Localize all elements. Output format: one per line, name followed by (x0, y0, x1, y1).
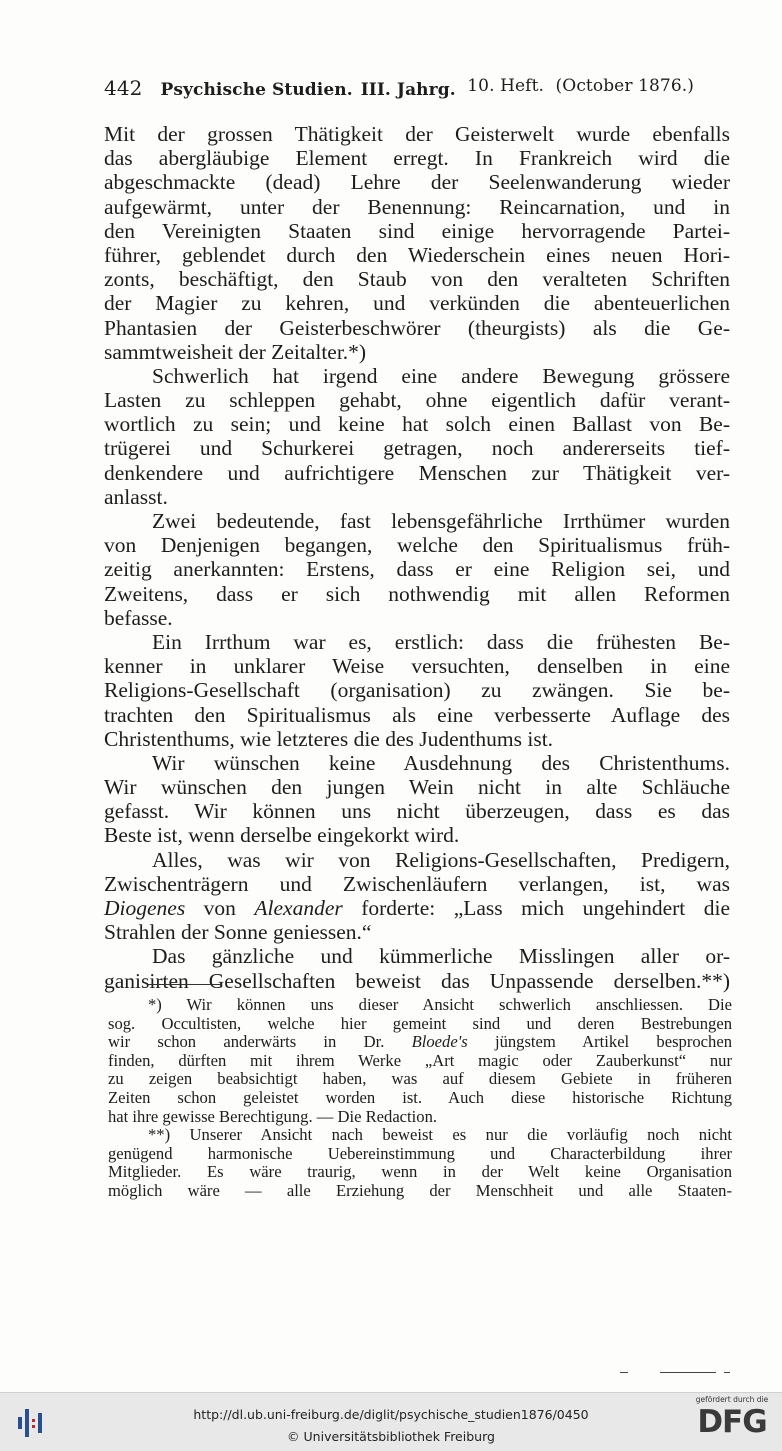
text-line: anlasst. (104, 484, 168, 509)
text-line: Strahlen der Sonne geniessen.“ (104, 920, 372, 945)
italic-name: Alexander (254, 896, 343, 920)
page-number: 442 (104, 76, 143, 100)
volume-label: III. Jahrg. (360, 80, 456, 100)
scan-mark (660, 1372, 716, 1373)
text-line: den Vereinigten Staaten sind einige hervorragende Partei- (104, 218, 730, 243)
text-line: Religions-Gesellschaft (organisation) zu zwängen. Sie be- (104, 678, 730, 703)
text-line (104, 896, 730, 920)
footnote-line: **) Unserer Ansicht nach beweist es nur die vorläufig noch nicht (148, 1125, 732, 1145)
text-line: Schwerlich hat irgend eine andere Bewegung grössere (152, 363, 730, 388)
text-line: Ein Irrthum war es, erstlich: dass die frühesten Be- (152, 629, 730, 654)
footnote-line: zu zeigen beabsichtigt haben, was auf diesem Gebiete in früheren (108, 1069, 732, 1089)
text-line: sammtweisheit der Zeitalter.*) (104, 339, 367, 364)
dfg-mark: DFG (697, 1404, 767, 1440)
text-line: das abergläubige Element erregt. In Frankreich wird die (104, 146, 730, 171)
footnote-separator (148, 984, 222, 985)
text-line: von Denjenigen begangen, welche den Spiritualismus früh- (104, 533, 730, 558)
text-line: aufgewärmt, unter der Benennung: Reincarnation, und in (104, 194, 730, 219)
text-line: kenner in unklarer Weise versuchten, denselben in eine (104, 654, 730, 679)
italic-name: Bloede's (411, 1032, 468, 1052)
permalink-url[interactable]: http://dl.ub.uni-freiburg.de/diglit/psychische_studien1876/0450 (193, 1407, 589, 1422)
line-segment: jüngstem Artikel besprochen (467, 1032, 732, 1052)
text-line: zonts, beschäftigt, den Staub von den veralteten Schriften (104, 267, 730, 292)
text-line: zeitig anerkannten: Erstens, dass er eine Religion sei, und (104, 557, 730, 582)
text-line: Wir wünschen den jungen Wein nicht in alte Schläuche (104, 775, 730, 800)
text-line: abgeschmackte (dead) Lehre der Seelenwanderung wieder (104, 170, 730, 195)
text-line: Zwischenträgern und Zwischenläufern verlangen, ist, was (104, 871, 730, 896)
text-line: führer, geblendet durch den Wiederschein eines neuen Hori- (104, 242, 730, 267)
footnote-line: hat ihre gewisse Berechtigung. — Die Redaction. (108, 1106, 438, 1126)
header-left (104, 76, 456, 100)
text-line: Lasten zu schleppen gehabt, ohne eigentlich dafür verant- (104, 388, 730, 413)
issue-label: 10. Heft. (467, 76, 545, 96)
text-line: Beste ist, wenn derselbe eingekorkt wird. (104, 823, 460, 848)
text-line: gefasst. Wir können uns nicht überzeugen, dass es das (104, 799, 730, 824)
text-line: befasse. (104, 605, 173, 630)
text-line: Zweitens, dass er sich nothwendig mit allen Reformen (104, 581, 730, 606)
italic-name: Diogenes (104, 896, 186, 920)
footnote-line: finden, dürften mit ihrem Werke „Art magic oder Zauberkunst“ nur (108, 1050, 732, 1070)
journal-title: Psychische Studien. (160, 80, 353, 100)
issue-date: (October 1876.) (555, 76, 694, 96)
text-line: Zwei bedeutende, fast lebensgefährliche Irrthümer wurden (152, 509, 730, 533)
text-line: Wir wünschen keine Ausdehnung des Christenthums. (152, 750, 730, 775)
viewer-footer (0, 1392, 782, 1451)
main-text (104, 122, 730, 993)
text-line: Phantasien der Geisterbeschwörer (theurgists) als die Ge- (104, 315, 730, 340)
line-segment: von (185, 896, 255, 920)
text-line: denkendere und aufrichtigere Menschen zur Thätigkeit ver- (104, 460, 730, 485)
footnote-line (108, 1033, 732, 1052)
text-line: wortlich zu sein; und keine hat solch einen Ballast von Be- (104, 412, 730, 437)
line-segment: forderte: „Lass mich ungehindert die (342, 896, 730, 920)
text-line: Das gänzliche und kümmerliche Misslingen aller or- (152, 944, 730, 969)
text-line: Mit der grossen Thätigkeit der Geisterwelt wurde ebenfalls (104, 122, 730, 146)
text-line: ganisirten Gesellschaften beweist das Unpassende derselben.**) (104, 968, 730, 993)
footnote-line: sog. Occultisten, welche hier gemeint sind und deren Bestrebungen (108, 1013, 732, 1033)
line-segment: wir schon anderwärts in Dr. (108, 1032, 412, 1052)
footnote-line: Zeiten schon geleistet worden ist. Auch diese historische Richtung (108, 1087, 732, 1107)
footnote-line: genügend harmonische Uebereinstimmung und Characterbildung ihrer (108, 1143, 732, 1163)
text-line: Alles, was wir von Religions-Gesellschaften, Predigern, (152, 847, 730, 872)
scan-mark (620, 1372, 628, 1373)
footnote-line: möglich wäre — alle Erziehung der Menschheit und alle Staaten- (108, 1180, 732, 1200)
scan-mark (724, 1372, 730, 1373)
text-line: Christenthums, wie letzteres die des Judenthums ist. (104, 726, 554, 751)
dfg-logo[interactable] (690, 1395, 774, 1449)
footnote-line: *) Wir können uns dieser Ansicht schwerlich anschliessen. Die (148, 995, 732, 1014)
dfg-tagline: gefördert durch die (695, 1395, 769, 1404)
text-line: trügerei und Schurkerei getragen, noch andererseits tief- (104, 436, 730, 461)
footnote-line: Mitglieder. Es wäre traurig, wenn in der Welt keine Organisation (108, 1162, 732, 1182)
running-header (104, 76, 694, 100)
footnotes (108, 996, 732, 1201)
text-line: der Magier zu kehren, und verkünden die abenteuerlichen (104, 291, 730, 316)
text-line: trachten den Spiritualismus als eine verbesserte Auflage des (104, 702, 730, 727)
copyright-notice: © Universitätsbibliothek Freiburg (287, 1429, 495, 1444)
